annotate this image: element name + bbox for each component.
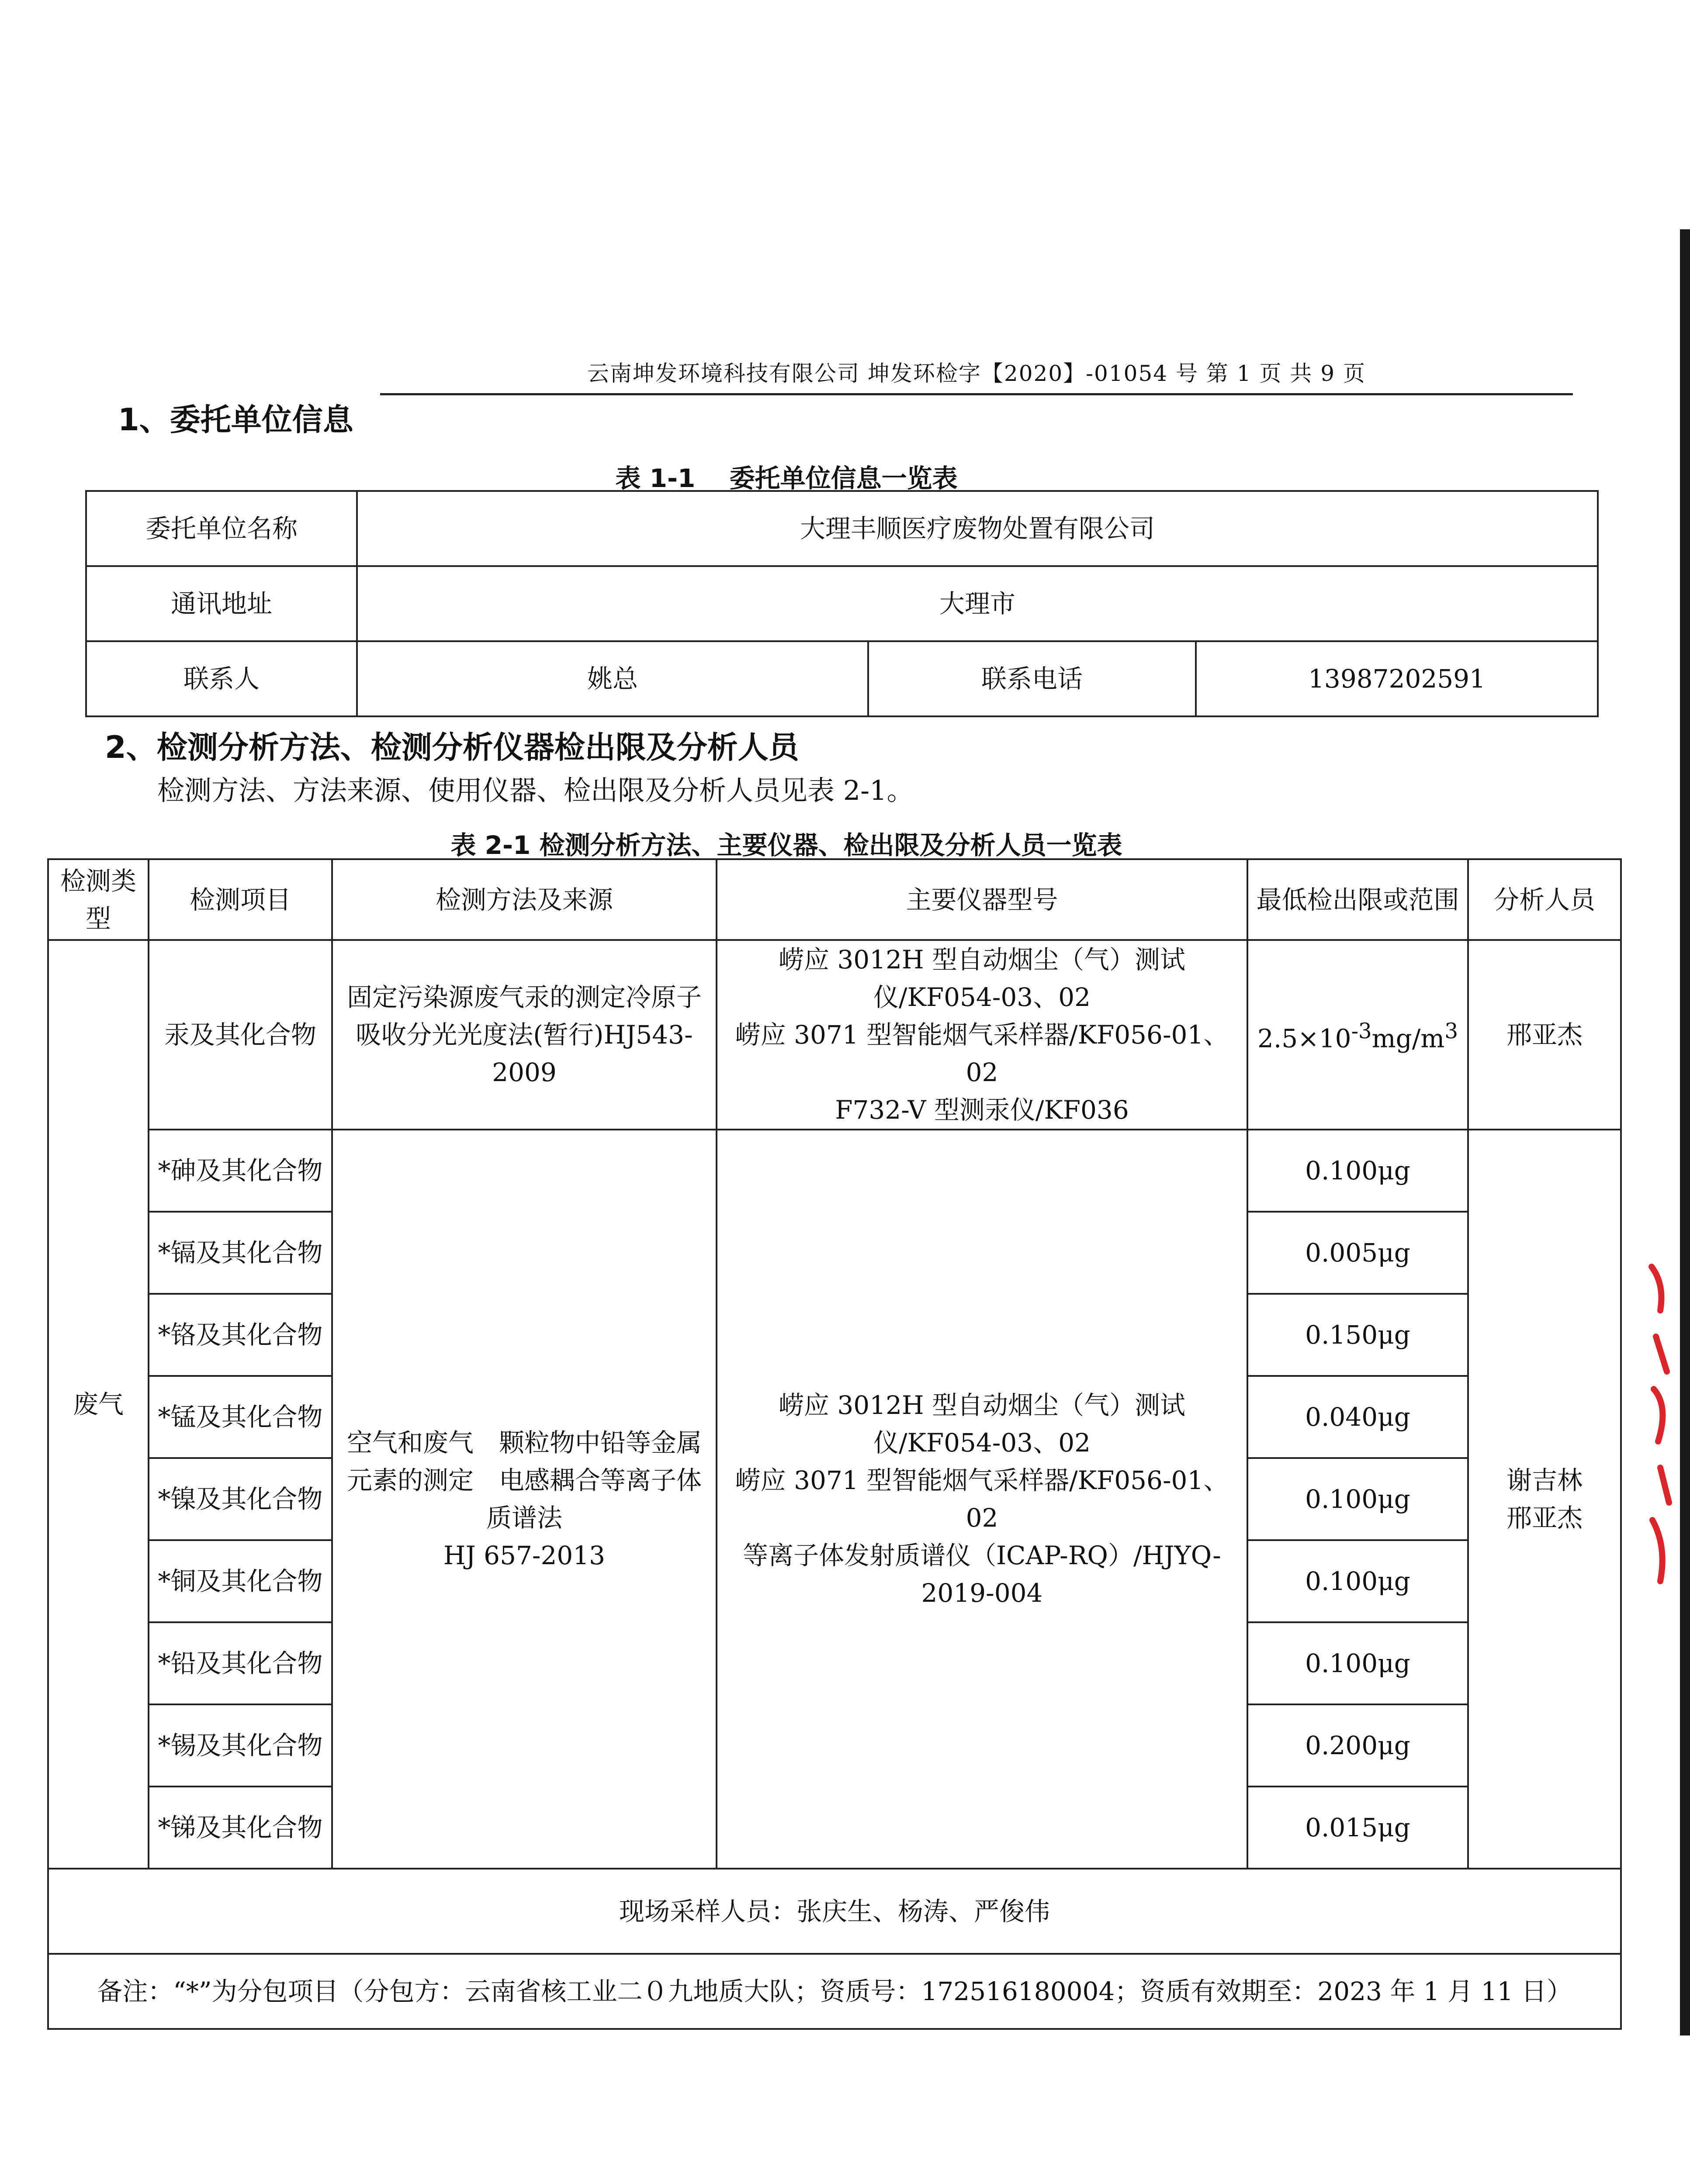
- header-rule: [380, 393, 1573, 395]
- table-header-row: [48, 859, 1621, 940]
- metals-instrument-2: 崂应 3071 型智能烟气采样器/KF056-01、02: [735, 1465, 1229, 1533]
- page-header: 云南坤发环境科技有限公司 坤发环检字【2020】-01054 号 第 1 页 共 9 页: [587, 361, 1366, 386]
- metals-method-standard: HJ 657-2013: [443, 1541, 606, 1570]
- metal-item: *铜及其化合物: [149, 1540, 332, 1622]
- mercury-instrument-1: 崂应 3012H 型自动烟尘（气）测试仪/KF054-03、02: [778, 945, 1186, 1012]
- section-2-title: 2、检测分析方法、检测分析仪器检出限及分析人员: [105, 729, 799, 765]
- mercury-limit-unit: mg/m: [1371, 1023, 1445, 1054]
- section-1-title: 1、委托单位信息: [118, 402, 353, 438]
- header-analyst: 分析人员: [1468, 859, 1621, 940]
- mercury-limit-unit-exponent: 3: [1444, 1019, 1458, 1044]
- mercury-limit: [1247, 940, 1468, 1130]
- client-name-value: 大理丰顺医疗废物处置有限公司: [357, 491, 1598, 566]
- metal-item: *锡及其化合物: [149, 1704, 332, 1787]
- metals-analyst-1: 谢吉林: [1506, 1465, 1583, 1495]
- phone-value: 13987202591: [1196, 641, 1598, 716]
- metal-limit: 0.100μg: [1247, 1540, 1468, 1622]
- methods-table: [47, 858, 1622, 2030]
- mercury-limit-base: 2.5×10: [1257, 1023, 1351, 1054]
- header-instrument: 主要仪器型号: [717, 859, 1247, 940]
- metal-limit: 0.100μg: [1247, 1130, 1468, 1212]
- table-1-caption: 表 1-1 委托单位信息一览表: [615, 463, 958, 493]
- header-method: 检测方法及来源: [332, 859, 717, 940]
- table-row: [48, 940, 1621, 1130]
- metal-limit: 0.040μg: [1247, 1376, 1468, 1458]
- remark: 备注：“*”为分包项目（分包方：云南省核工业二０九地质大队；资质号：172516180004；资质有效期至：2023 年 1 月 11 日）: [48, 1954, 1621, 2029]
- table-row: [48, 1130, 1621, 1212]
- metal-item: *砷及其化合物: [149, 1130, 332, 1212]
- metal-item: *镍及其化合物: [149, 1458, 332, 1540]
- address-label: 通讯地址: [86, 566, 357, 641]
- mercury-method: 固定污染源废气汞的测定冷原子吸收分光光度法(暂行)HJ543-2009: [332, 940, 717, 1130]
- metal-limit: 0.100μg: [1247, 1622, 1468, 1704]
- metal-item: *铬及其化合物: [149, 1294, 332, 1376]
- address-value: 大理市: [357, 566, 1598, 641]
- section-2-intro: 检测方法、方法来源、使用仪器、检出限及分析人员见表 2-1。: [157, 774, 914, 806]
- metal-item: *铅及其化合物: [149, 1622, 332, 1704]
- metals-analyst-2: 邢亚杰: [1506, 1503, 1583, 1533]
- category-cell: 废气: [48, 940, 149, 1869]
- metals-instrument-1: 崂应 3012H 型自动烟尘（气）测试仪/KF054-03、02: [778, 1390, 1186, 1458]
- client-info-table: [85, 490, 1599, 717]
- client-name-label: 委托单位名称: [86, 491, 357, 566]
- mercury-limit-exponent: -3: [1351, 1019, 1372, 1044]
- header-type: 检测类型: [48, 859, 149, 940]
- contact-value: 姚总: [357, 641, 868, 716]
- table-row: [48, 1869, 1621, 1954]
- table-row: [86, 491, 1598, 566]
- mercury-item: 汞及其化合物: [149, 940, 332, 1130]
- mercury-instrument-2: 崂应 3071 型智能烟气采样器/KF056-01、02: [735, 1020, 1229, 1087]
- metal-item: *锑及其化合物: [149, 1787, 332, 1869]
- metals-instrument-3: 等离子体发射质谱仪（ICAP-RQ）/HJYQ-2019-004: [743, 1541, 1221, 1608]
- metals-instrument: [717, 1130, 1247, 1869]
- header-item: 检测项目: [149, 859, 332, 940]
- header-limit: 最低检出限或范围: [1247, 859, 1468, 940]
- mercury-instrument-3: F732-V 型测汞仪/KF036: [835, 1095, 1129, 1125]
- metals-analyst: [1468, 1130, 1621, 1869]
- contact-label: 联系人: [86, 641, 357, 716]
- table-row: [48, 1954, 1621, 2029]
- metal-limit: 0.005μg: [1247, 1212, 1468, 1294]
- metals-method: [332, 1130, 717, 1869]
- table-row: [86, 566, 1598, 641]
- metal-limit: 0.200μg: [1247, 1704, 1468, 1787]
- table-2-caption: 表 2-1 检测分析方法、主要仪器、检出限及分析人员一览表: [450, 830, 1122, 860]
- metals-method-name: 空气和废气 颗粒物中铅等金属元素的测定 电感耦合等离子体质谱法: [346, 1428, 702, 1533]
- metal-item: *镉及其化合物: [149, 1212, 332, 1294]
- scan-edge-shadow: [1680, 229, 1690, 2035]
- metal-limit: 0.015μg: [1247, 1787, 1468, 1869]
- mercury-instrument: [717, 940, 1247, 1130]
- table-row: [86, 641, 1598, 716]
- mercury-analyst: 邢亚杰: [1468, 940, 1621, 1130]
- red-stamp-fragment: [1647, 1258, 1673, 1599]
- metal-item: *锰及其化合物: [149, 1376, 332, 1458]
- sampling-personnel: 现场采样人员：张庆生、杨涛、严俊伟: [48, 1869, 1621, 1954]
- phone-label: 联系电话: [868, 641, 1196, 716]
- metal-limit: 0.100μg: [1247, 1458, 1468, 1540]
- metal-limit: 0.150μg: [1247, 1294, 1468, 1376]
